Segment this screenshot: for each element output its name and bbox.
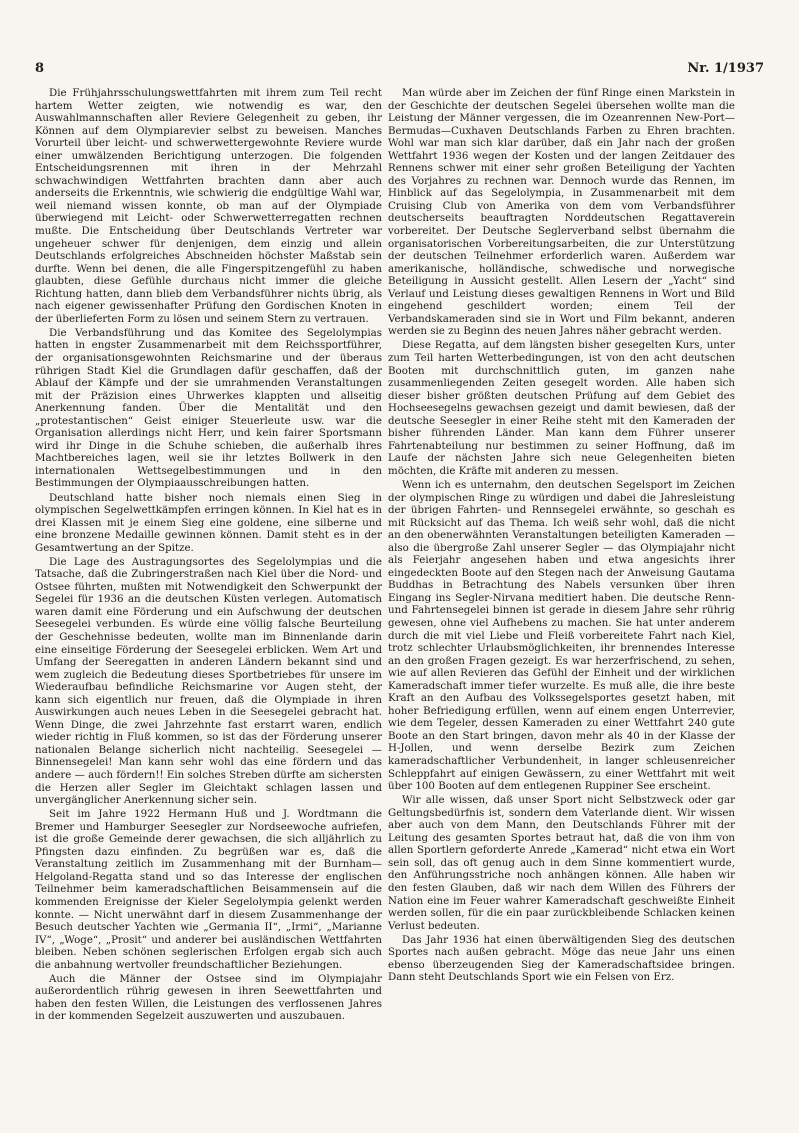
page-number: 8 bbox=[35, 61, 45, 76]
issue-number: Nr. 1/1937 bbox=[687, 61, 764, 76]
paragraph: Die Verbandsführung und das Komitee des Segelolympias hatten in engster Zusammenarbeit mit dem Reichssportführer, der organisationsgewohnten Reichsmarine und der überaus rührigen Stadt Kiel die Grundlagen dafür geschaffen, daß der Ablauf der Kämpfe und der sie umrahmenden Veranstaltungen mit der Präzision eines Uhrwerkes klappten und allseitig Anerkennung fanden. Über die Mentalität und den „protestantischen“ Geist einiger Steuerleute usw. war die Organisation allerdings nicht Herr, und kein fairer Sportsmann wird ihr Dinge in die Schuhe schieben, die außerhalb ihres Machtbereiches lagen, weil sie ihr letztes Bollwerk in den internationalen Wettsegelbestimmungen und in den Bestimmungen der Olympiaausschreibungen hatten. bbox=[35, 326, 382, 490]
paragraph: Seit im Jahre 1922 Hermann Huß und J. Wordtmann die Bremer und Hamburger Seesegler zur Nordseewoche aufriefen, ist die große Gemeinde derer gewachsen, die sich alljährlich zu Pfingsten dazu einfinden. Zu begrüßen war es, daß die Veranstaltung zeitlich im Zusammenhang mit der Burnham—Helgoland-Regatta stand und so das Interesse der englischen Teilnehmer beim kameradschaftlichen Beisammensein auf die kommenden Ereignisse der Kieler Segelolympia gelenkt werden konnte. — Nicht unerwähnt darf in diesem Zusammenhange der Besuch deutscher Yachten wie „Germania II“, „Irmi“, „Marianne IV“, „Woge“, „Prosit“ und anderer bei ausländischen Wettfahrten bleiben. Neben schönen seglerischen Erfolgen ergab sich auch die anbahnung wertvoller freundschaftlicher Beziehungen. bbox=[35, 808, 382, 971]
paragraph: Man würde aber im Zeichen der fünf Ringe einen Markstein in der Geschichte der deutschen Segelei übersehen wollte man die Leistung der Männer vergessen, die im Ozeanrennen New-Port—Bermudas—Cuxhaven Deutschlands Farben zu Ehren brachten. Wohl war man sich klar darüber, daß ein Jahr nach der großen Wettfahrt 1936 wegen der Kosten und der langen Zeitdauer des Rennens schwer mit einer sehr großen Beteiligung der Yachten des Vorjahres zu rechnen war. Dennoch wurde das Rennen, im Hinblick auf das Segelolympia, in Zusammenarbeit mit dem Cruising Club von Amerika von dem vom Verbandsführer deutscherseits beauftragten Norddeutschen Regattaverein vorbereitet. Der Deutsche Seglerverband selbst übernahm die organisatorischen Vorbereitungsarbeiten, die zur Unterstützung der deutschen Teilnehmer erforderlich waren. Außerdem war amerikanische, holländische, schwedische und norwegische Beteiligung in Aussicht gestellt. Allen Lesern der „Yacht“ sind Verlauf und Leistung dieses gewaltigen Rennens in Wort und Bild eingehend geschildert worden; einem Teil der Verbandskameraden sind sie in Wort und Film bekannt, anderen werden sie zu Beginn des neuen Jahres näher gebracht werden. bbox=[388, 87, 735, 338]
paragraph: Die Frühjahrsschulungswettfahrten mit ihrem zum Teil recht hartem Wetter zeigten, wie notwendig es war, den Auswahlmannschaften aller Reviere Gelegenheit zu geben, ihr Können auf dem Olympiarevier selbst zu beweisen. Manches Vorurteil über leicht- und schwerwettergewohnte Reviere wurde einer umwälzenden Berichtigung unterzogen. Die folgenden Entscheidungsrennen mit ihren in der Mehrzahl schwachwindigen Wettfahrten brachten dann aber auch anderseits die Erkenntnis, wie schwierig die endgültige Wahl war, weil niemand wissen konnte, ob man auf der Olympiade überwiegend mit Leicht- oder Schwerwetterregatten rechnen mußte. Die Entscheidung über Deutschlands Vertreter war ungeheuer schwer für denjenigen, dem einzig und allein Deutschlands erfolgreiches Abschneiden höchster Maßstab sein durfte. Wenn bei denen, die alle Fingerspitzengefühl zu haben glaubten, diese Gefühle durchaus nicht immer die gleiche Richtung hatten, dann blieb dem Verbandsführer nichts übrig, als nach eigener gewissenhafter Prüfung den Gordischen Knoten in der überlieferten Form zu lösen und seinem Stern zu vertrauen. bbox=[35, 87, 382, 325]
paragraph: Wir alle wissen, daß unser Sport nicht Selbstzweck oder gar Geltungsbedürfnis ist, sondern dem Vaterlande dient. Wir wissen aber auch von dem Mann, den Deutschlands Führer mit der Leitung des gesamten Sportes betraut hat, daß die von ihm von allen Sportlern geforderte Anrede „Kamerad“ nicht etwa ein Wort sein soll, das oft genug auch in dem Sinne kommentiert wurde, den Anführungsstriche noch anhängen können. Alle haben wir den festen Glauben, daß wir nach dem Willen des Führers der Nation eine im Feuer wahrer Kameradschaft geschweißte Einheit werden sollen, für die ein paar zurückbleibende Schlacken keinen Verlust bedeuten. bbox=[388, 794, 735, 932]
right-column bbox=[388, 87, 735, 985]
paragraph: Das Jahr 1936 hat einen überwältigenden Sieg des deutschen Sportes nach außen gebracht. Möge das neue Jahr uns einen ebenso überzeugenden Sieg der Kameradschaftsidee bringen. Dann steht Deutschlands Sport wie ein Felsen von Erz. bbox=[388, 933, 735, 984]
paragraph: Die Lage des Austragungsortes des Segelolympias und die Tatsache, daß die Zubringerstraßen nach Kiel über die Nord- und Ostsee führten, mußten mit Notwendigkeit den Schwerpunkt der Segelei für 1936 an die deutschen Küsten verlegen. Automatisch waren damit eine Förderung und ein Aufschwung der deutschen Seesegelei verbunden. Es würde eine völlig falsche Beurteilung der Geschehnisse bedeuten, wollte man im Binnenlande darin eine einseitige Förderung der Seesegelei erblicken. Wem Art und Umfang der Seeregatten in anderen Ländern bekannt sind und wem zugleich die Bedeutung dieses Sportbetriebes für unsere im Wiederaufbau befindliche Reichsmarine vor Augen steht, der kann sich eigentlich nur freuen, daß die Olympiade in ihren Auswirkungen auch neues Leben in die Seesegelei gebracht hat. Wenn Dinge, die zwei Jahrzehnte fast erstarrt waren, endlich wieder richtig in Fluß kommen, so ist das der Förderung unserer nationalen Belange sicherlich nicht nachteilig. Seesegelei — Binnensegelei! Man kann sehr wohl das eine fördern und das andere — auch fördern!! Ein solches Streben dürfte am sichersten die Herzen aller Segler im Gleichtakt schlagen lassen und unvergänglicher Anerkennung sicher sein. bbox=[35, 555, 383, 807]
left-column bbox=[35, 87, 382, 1024]
paragraph: Wenn ich es unternahm, den deutschen Segelsport im Zeichen der olympischen Ringe zu würdigen und dabei die Jahresleistung der übrigen Fahrten- und Rennsegelei erwähnte, so geschah es mit Rücksicht auf das Thema. Ich weiß sehr wohl, daß die nicht an den obenerwähnten Veranstaltungen beteiligten Kameraden — also die übergroße Zahl unserer Segler — das Olympiajahr nicht als Feierjahr angesehen haben und etwa angesichts ihrer eingedeckten Boote auf den Stegen nach der Anweisung Gautama Buddhas in Betrachtung des Nabels versunken über ihren Eingang ins Segler-Nirvana meditiert haben. Die deutsche Renn- und Fahrtensegelei binnen ist gerade in diesem Jahre sehr rührig gewesen, ohne viel Aufhebens zu machen. Sie hat unter anderem durch die mit viel Liebe und Fleiß vorbereitete Fahrt nach Kiel, trotz schlechter Urlaubsmöglichkeiten, ihr brennendes Interesse an den großen Fragen gezeigt. Es war herzerfrischend, zu sehen, wie auf allen Revieren das Gefühl der Einheit und der wirklichen Kameradschaft immer tiefer wurzelte. Es muß alle, die ihre beste Kraft an den Aufbau des Volkssegelsportes gesetzt haben, mit hoher Befriedigung erfüllen, wenn auf einem engen Unterrevier, wie dem Tegeler, dessen Kameraden zu einer Wettfahrt 240 gute Boote an den Start bringen, davon mehr als 40 in der Klasse der H-Jollen, und wenn derselbe Bezirk zum Zeichen kameradschaftlicher Verbundenheit, in langer schleusenreicher Schleppfahrt auf einigen Gewässern, zu einer Wettfahrt mit weit über 100 Booten auf dem entlegenen Ruppiner See erscheint. bbox=[388, 478, 735, 793]
paragraph: Deutschland hatte bisher noch niemals einen Sieg in olympischen Segelwettkämpfen erringen können. In Kiel hat es in drei Klassen mit je einem Sieg eine goldene, eine silberne und eine bronzene Medaille gewinnen können. Damit steht es in der Gesamtwertung an der Spitze. bbox=[35, 491, 382, 554]
paragraph: Auch die Männer der Ostsee sind im Olympiajahr außerordentlich rührig gewesen in ihren Seewettfahrten und haben den festen Willen, die Leistungen des verflossenen Jahres in der kommenden Segelzeit auszuwerten und auszubauen. bbox=[35, 972, 382, 1023]
paragraph: Diese Regatta, auf dem längsten bisher gesegelten Kurs, unter zum Teil harten Wetterbedingungen, ist von den acht deutschen Booten mit durchschnittlich guten, im ganzen nahe zusammenliegenden Zeiten gesegelt worden. Alle haben sich dieser bisher größten deutschen Prüfung auf dem Gebiet des Hochseesegelns gewachsen gezeigt und damit bewiesen, daß der deutsche Seesegler in einer Reihe steht mit den Kameraden der bisher führenden Länder. Man kann dem Führer unserer Fahrtenabteilung nur bestimmen zu seiner Hoffnung, daß im Laufe der nächsten Jahre sich neue Gelegenheiten bieten möchten, die Kräfte mit anderen zu messen. bbox=[388, 339, 735, 477]
